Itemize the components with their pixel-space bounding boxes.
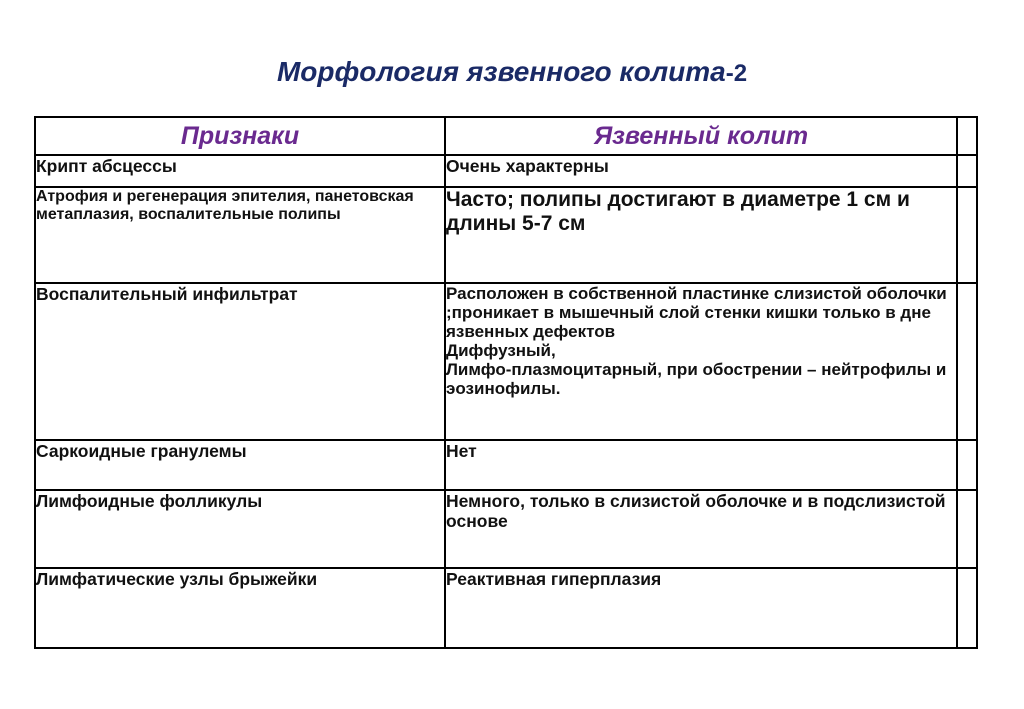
title-suffix: -2 xyxy=(725,60,748,87)
header-ulcerative-colitis: Язвенный колит xyxy=(445,117,957,155)
row-value: Расположен в собственной пластинке слизистой оболочки ;проникает в мышечный слой стенки кишки только в дне язвенных дефектов Диффузный, Лимфо-плазмоцитарный, при обострении – нейтрофилы и эозинофилы. xyxy=(445,283,957,440)
table-row xyxy=(35,490,977,568)
table-header-row xyxy=(35,117,977,155)
table-row xyxy=(35,155,977,187)
empty-extra-cell xyxy=(957,490,977,568)
title-main: Морфология язвенного колита xyxy=(276,56,726,87)
row-value: Реактивная гиперплазия xyxy=(445,568,957,648)
table-row xyxy=(35,283,977,440)
header-signs: Признаки xyxy=(35,117,445,155)
empty-extra-cell xyxy=(957,155,977,187)
empty-extra-cell xyxy=(957,283,977,440)
empty-extra-column xyxy=(957,117,977,155)
table-row xyxy=(35,440,977,490)
row-sign: Лимфоидные фолликулы xyxy=(35,490,445,568)
row-value: Немного, только в слизистой оболочке и в подслизистой основе xyxy=(445,490,957,568)
row-sign: Крипт абсцессы xyxy=(35,155,445,187)
row-sign: Воспалительный инфильтрат xyxy=(35,283,445,440)
empty-extra-cell xyxy=(957,440,977,490)
row-value: Часто; полипы достигают в диаметре 1 см и длины 5-7 см xyxy=(445,187,957,283)
table-row xyxy=(35,568,977,648)
row-sign: Атрофия и регенерация эпителия, панетовская метаплазия, воспалительные полипы xyxy=(35,187,445,283)
row-sign: Лимфатические узлы брыжейки xyxy=(35,568,445,648)
row-value: Очень характерны xyxy=(445,155,957,187)
row-sign: Саркоидные гранулемы xyxy=(35,440,445,490)
empty-extra-cell xyxy=(957,187,977,283)
page-title xyxy=(0,56,1024,88)
empty-extra-cell xyxy=(957,568,977,648)
morphology-table xyxy=(34,116,978,649)
row-value: Нет xyxy=(445,440,957,490)
table-row xyxy=(35,187,977,283)
